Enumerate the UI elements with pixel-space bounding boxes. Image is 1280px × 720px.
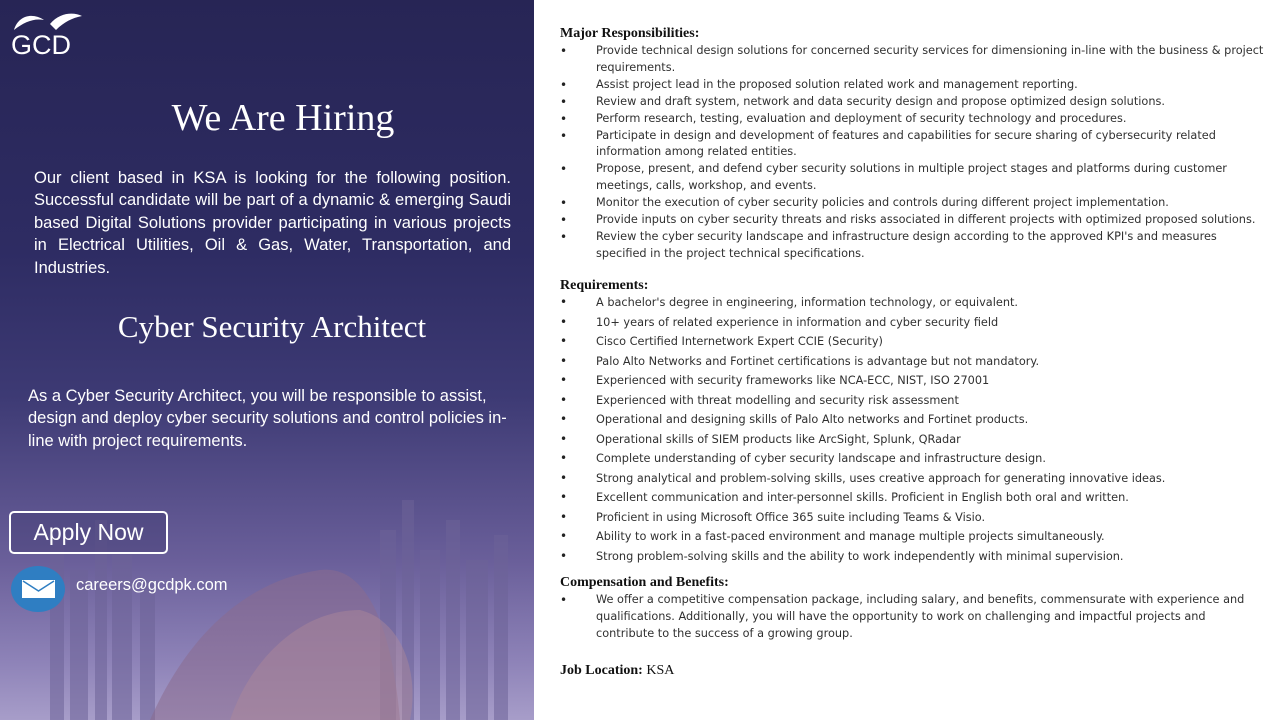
job-title: Cyber Security Architect	[117, 309, 427, 344]
intro-paragraph: Our client based in KSA is looking for the following position. Successful candidate will be part of a dynamic & emerging Saudi based Digital Solutions provider participating in various projects in Electrical Utilities, Oil & Gas, Water, Transportation, and Industries.	[34, 169, 511, 277]
list-item: • Monitor the execution of cyber security policies and controls during different project implementation.	[560, 195, 1265, 212]
list-item: • Experienced with security frameworks like NCA-ECC, NIST, ISO 27001	[560, 371, 1265, 391]
list-item: • Provide technical design solutions for concerned security services for dimensioning in-line with the business & project requirements.	[560, 43, 1265, 77]
job-location	[560, 663, 674, 679]
list-item: • Provide inputs on cyber security threats and risks associated in different projects with optimized proposed solutions.	[560, 212, 1265, 229]
list-item: • Perform research, testing, evaluation and deployment of security technology and procedures.	[560, 111, 1265, 128]
list-item: • We offer a competitive compensation package, including salary, and benefits, commensurate with experience and qualifications. Additionally, you will have the opportunity to work on challenging and impactful projects and contribute to the success of a growing group.	[560, 592, 1265, 643]
list-item: • 10+ years of related experience in information and cyber security field	[560, 313, 1265, 333]
list-item: • Participate in design and development of features and capabilities for secure sharing of cybersecurity related information among related entities.	[560, 128, 1265, 162]
list-item: • Review the cyber security landscape and infrastructure design according to the approved KPI's and measures specified in the project technical specifications.	[560, 229, 1265, 263]
contact-email[interactable]: careers@gcdpk.com	[76, 576, 228, 594]
compensation-heading: Compensation and Benefits:	[560, 575, 729, 590]
list-item: • A bachelor's degree in engineering, information technology, or equivalent.	[560, 293, 1265, 313]
responsibilities-heading: Major Responsibilities:	[560, 26, 700, 41]
apply-now-button[interactable]: Apply Now	[9, 511, 168, 554]
list-item: • Strong analytical and problem-solving skills, uses creative approach for generating innovative ideas.	[560, 469, 1265, 489]
left-panel	[0, 0, 534, 720]
list-item: • Ability to work in a fast-paced environment and manage multiple projects simultaneously.	[560, 527, 1265, 547]
list-item: • Review and draft system, network and data security design and propose optimized design solutions.	[560, 94, 1265, 111]
list-item: • Complete understanding of cyber security landscape and infrastructure design.	[560, 449, 1265, 469]
requirements-list	[560, 293, 1265, 566]
envelope-icon	[22, 580, 55, 598]
list-item: • Excellent communication and inter-personnel skills. Proficient in English both oral and written.	[560, 488, 1265, 508]
list-item: • Experienced with threat modelling and security risk assessment	[560, 391, 1265, 411]
list-item: • Propose, present, and defend cyber security solutions in multiple project stages and platforms during customer meetings, calls, workshop, and events.	[560, 161, 1265, 195]
list-item: • Palo Alto Networks and Fortinet certifications is advantage but not mandatory.	[560, 352, 1265, 372]
responsibilities-list	[560, 43, 1265, 263]
hiring-heading: We Are Hiring	[171, 97, 395, 139]
list-item: • Strong problem-solving skills and the ability to work independently with minimal supervision.	[560, 547, 1265, 567]
compensation-list	[560, 592, 1265, 643]
requirements-heading: Requirements:	[560, 278, 649, 293]
role-description: As a Cyber Security Architect, you will be responsible to assist, design and deploy cyber security solutions and control policies in-line with project requirements.	[28, 387, 507, 450]
list-item: • Operational and designing skills of Palo Alto networks and Fortinet products.	[560, 410, 1265, 430]
gcd-logo-text: GCD	[11, 30, 71, 60]
list-item: • Assist project lead in the proposed solution related work and management reporting.	[560, 77, 1265, 94]
list-item: • Cisco Certified Internetwork Expert CCIE (Security)	[560, 332, 1265, 352]
job-location-value: KSA	[646, 663, 675, 678]
job-location-label: Job Location:	[560, 663, 643, 678]
list-item: • Proficient in using Microsoft Office 365 suite including Teams & Visio.	[560, 508, 1265, 528]
list-item: • Operational skills of SIEM products like ArcSight, Splunk, QRadar	[560, 430, 1265, 450]
